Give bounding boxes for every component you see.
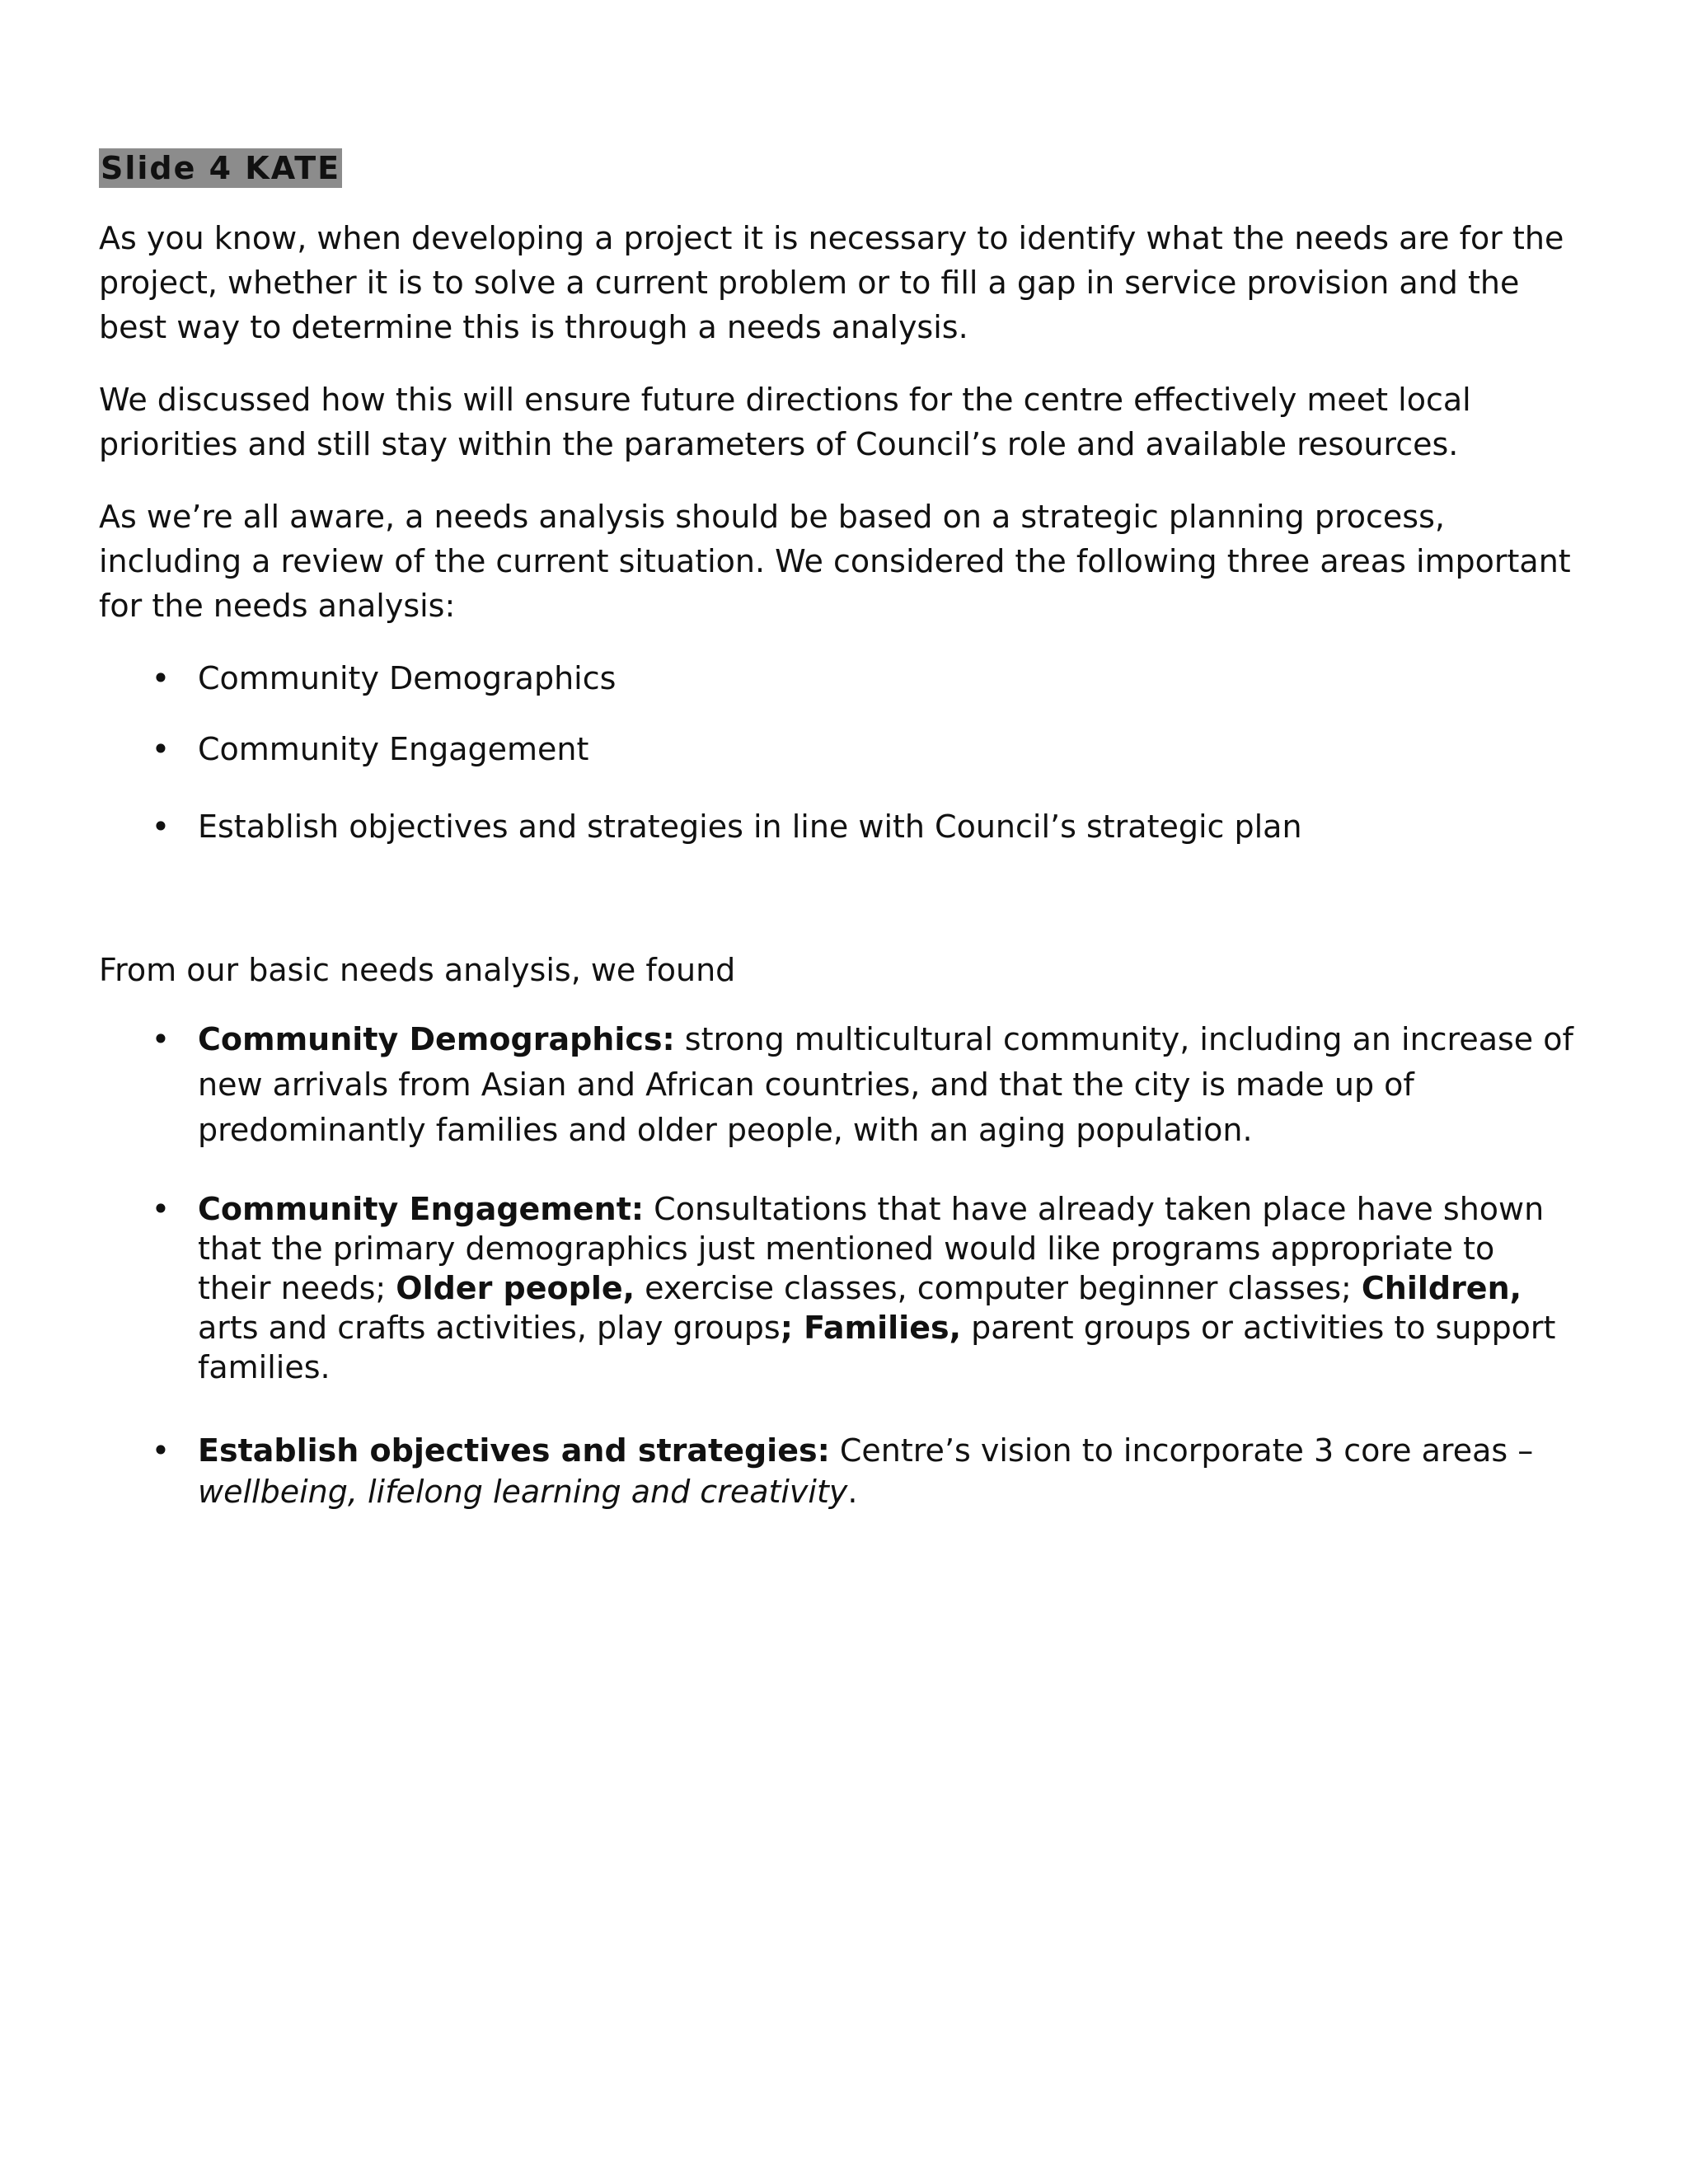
document-page	[99, 148, 1574, 1549]
older-people-label: Older people,	[396, 1270, 635, 1306]
bullet-icon: •	[151, 660, 171, 696]
finding-demographics	[148, 1017, 1574, 1153]
bullet-icon: •	[151, 731, 171, 767]
families-label: ; Families,	[780, 1310, 962, 1346]
finding-text: strong multicultural community, including an increase of new arrivals from Asian and African countries, and that the city is made up of predominantly families and older people, with an aging population.	[198, 1021, 1573, 1148]
older-people-text: exercise classes, computer beginner classes;	[635, 1270, 1362, 1306]
area-label: Community Demographics	[198, 660, 617, 696]
finding-engagement	[148, 1189, 1574, 1387]
bullet-icon: •	[151, 1191, 171, 1227]
findings-intro: From our basic needs analysis, we found	[99, 952, 736, 988]
list-item	[148, 656, 1574, 701]
findings-list	[99, 1017, 1574, 1512]
finding-label: Establish objectives and strategies:	[198, 1432, 830, 1469]
finding-objectives	[148, 1430, 1574, 1512]
finding-text: Centre’s vision to incorporate 3 core areas –	[829, 1432, 1534, 1469]
intro-paragraph: As you know, when developing a project it is necessary to identify what the needs are for the project, whether it is to solve a current problem or to fill a gap in service provision and the best way to determine this is through a needs analysis.	[99, 220, 1564, 345]
list-item	[148, 804, 1574, 849]
children-label: Children,	[1361, 1270, 1522, 1306]
areas-list	[99, 656, 1574, 849]
slide-heading: Slide 4 KATE	[101, 150, 341, 186]
bullet-icon: •	[151, 1021, 171, 1057]
area-label: Community Engagement	[198, 731, 589, 767]
finding-text: Consultations that have already taken place have shown that the primary demographics just mentioned would like programs appropriate to their needs;	[198, 1191, 1545, 1306]
children-text: arts and crafts activities, play groups	[198, 1310, 781, 1346]
finding-end: .	[847, 1474, 858, 1510]
bullet-icon: •	[151, 1432, 171, 1469]
spacer	[99, 849, 1574, 948]
strategic-planning-paragraph: As we’re all aware, a needs analysis should be based on a strategic planning process, including a review of the current situation. We considered the following three areas important for the needs analysis:	[99, 499, 1571, 624]
list-item	[148, 727, 1574, 771]
discussion-paragraph: We discussed how this will ensure future directions for the centre effectively meet local priorities and still stay within the parameters of Council’s role and available resources.	[99, 382, 1471, 462]
bullet-icon: •	[151, 808, 171, 845]
finding-label: Community Demographics:	[198, 1021, 675, 1057]
finding-label: Community Engagement:	[198, 1191, 645, 1227]
core-areas-text: wellbeing, lifelong learning and creativity	[198, 1474, 848, 1510]
families-text: parent groups or activities to support families.	[198, 1310, 1556, 1385]
area-label: Establish objectives and strategies in line with Council’s strategic plan	[198, 808, 1302, 845]
